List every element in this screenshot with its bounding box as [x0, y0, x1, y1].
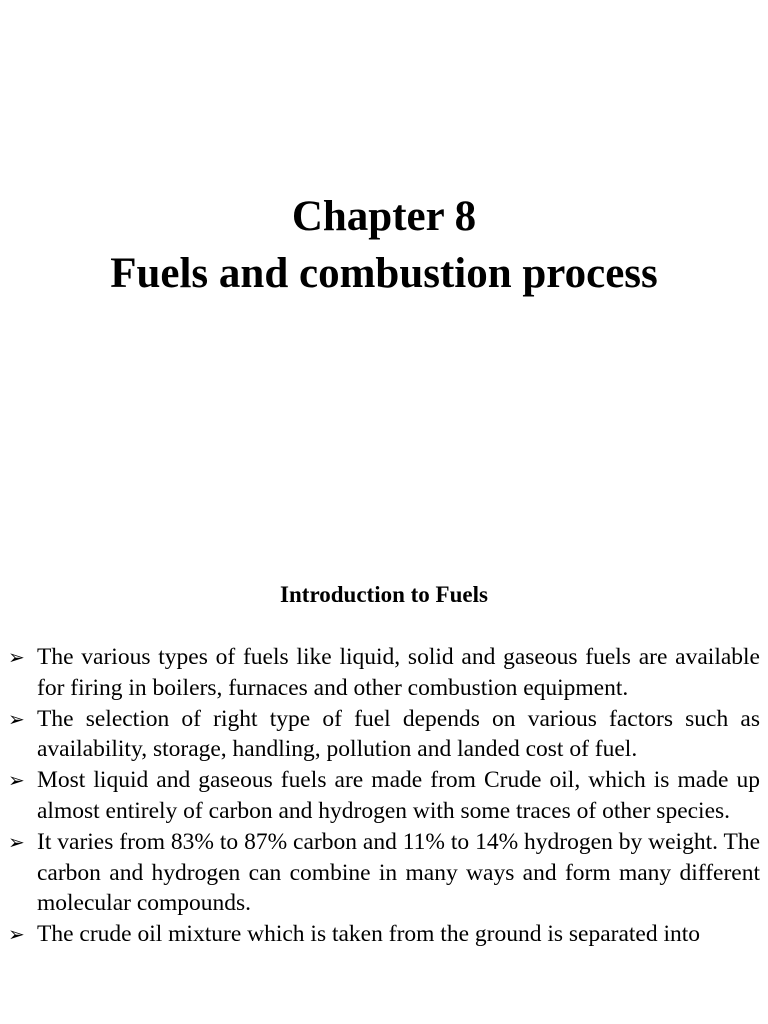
arrow-bullet-icon: ➢ [8, 645, 25, 669]
bullet-text: The selection of right type of fuel depends on various factors such as availability, storage, handling, pollution and landed cost of fuel. [37, 705, 760, 763]
bullet-text: The various types of fuels like liquid, solid and gaseous fuels are available for firing in boilers, furnaces and other combustion equipment. [37, 644, 760, 701]
section-heading: Introduction to Fuels [280, 582, 488, 607]
arrow-bullet-icon: ➢ [8, 829, 25, 854]
bullet-list [8, 642, 760, 950]
list-item [8, 919, 760, 950]
list-item [8, 827, 760, 919]
bullet-text: It varies from 83% to 87% carbon and 11% to 14% hydrogen by weight. The carbon and hydrogen can combine in many ways and form many different molecular compounds. [37, 828, 760, 917]
list-item [8, 765, 760, 827]
arrow-bullet-icon: ➢ [8, 706, 25, 731]
bullet-text: Most liquid and gaseous fuels are made from Crude oil, which is made up almost entirely of carbon and hydrogen with some traces of other species. [37, 767, 760, 824]
arrow-bullet-icon: ➢ [8, 768, 25, 793]
arrow-bullet-icon: ➢ [8, 922, 25, 947]
list-item [8, 704, 760, 766]
bullet-text: The crude oil mixture which is taken from the ground is separated into [37, 921, 701, 948]
chapter-title [0, 188, 768, 302]
chapter-number: Chapter 8 [291, 193, 477, 240]
chapter-name: Fuels and combustion process [110, 250, 658, 297]
list-item [8, 642, 760, 704]
